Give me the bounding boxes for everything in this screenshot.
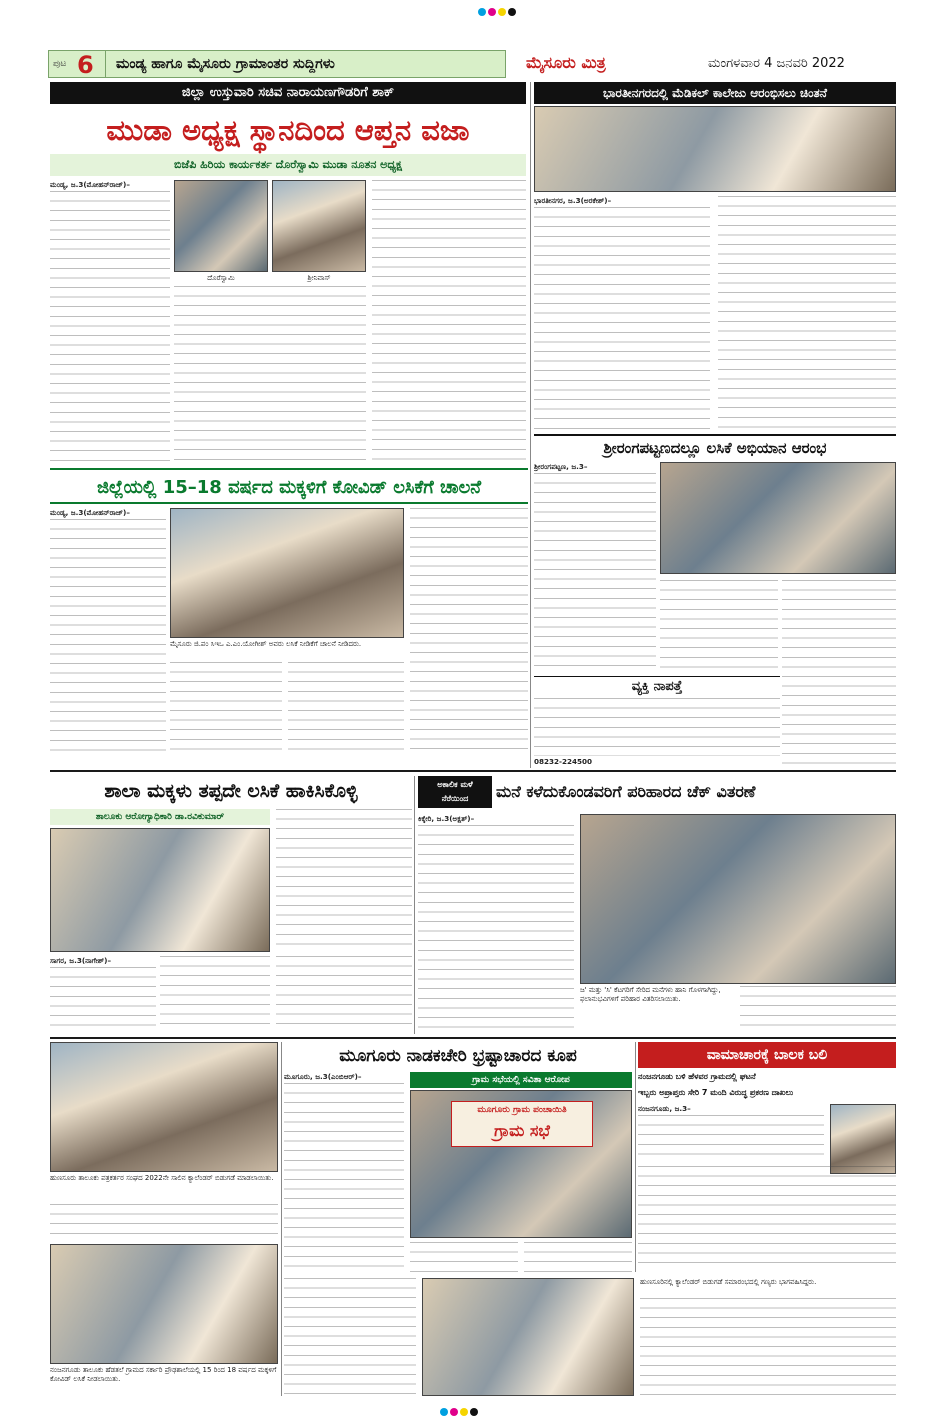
story4-column-2 <box>170 662 282 757</box>
story4-column-1 <box>50 519 166 757</box>
story5-headline: ಶಾಲಾ ಮಕ್ಕಳು ತಪ್ಪದೇ ಲಸಿಕೆ ಹಾಕಿಸಿಕೊಳ್ಳಿ <box>104 780 358 802</box>
story8-boy-photo <box>830 1104 896 1174</box>
school-vaccine-photo <box>50 1244 278 1364</box>
story3-photo <box>660 462 896 574</box>
calendar-caption-extra <box>50 1204 278 1242</box>
story6-headline: ಮನೆ ಕಳೆದುಕೊಂಡವರಿಗೆ ಪರಿಹಾರದ ಚೆಕ್ ವಿತರಣೆ <box>496 782 756 801</box>
story1-column-3 <box>372 180 526 461</box>
calendar-photo <box>50 1042 278 1172</box>
story1-photo1-caption: ದೊರೆಸ್ವಾಮಿ <box>207 274 235 282</box>
story1-photo2-caption: ಶ್ರೀನಿವಾಸ್ <box>307 274 331 282</box>
page-number-box <box>48 50 106 78</box>
story6-photo-caption: ಜ' ಮತ್ತು 'ಸಿ' ಕೆಟಗರಿಗೆ ಸೇರಿದ ಮನೆಗಳು ಹಾನಿ ಗೊಳಗಾಗಿದ್ದು, ಫಲಾನುಭವಿಗಳಿಗೆ ಪರಿಹಾರ ವಿತರಿಸಲಾಯಿತು. <box>580 986 721 1003</box>
section-title: ಮಂಡ್ಯ ಹಾಗೂ ಮೈಸೂರು ಗ್ರಾಮಾಂತರ ಸುದ್ದಿಗಳು <box>116 56 335 72</box>
story4-column-3 <box>288 662 404 757</box>
missing-body <box>534 698 780 756</box>
gram-sabha-banner-line1: ಮೂಗೂರು ಗ್ರಾಮ ಪಂಚಾಯಿತಿ <box>477 1105 567 1115</box>
story7-column-3 <box>524 1242 632 1272</box>
story2-dateline: ಭಾರತೀನಗರ, ಜ.3(ಅರಕೇಶ್)– <box>534 196 612 205</box>
story3-column-2 <box>660 580 778 673</box>
bottom-right-caption: ಹುಣಸೂರಿನಲ್ಲಿ ಕ್ಯಾಲೆಂಡರ್ ಬಿಡುಗಡೆ ಸಮಾರಂಭದಲ್ಲಿ ಗಣ್ಯರು ಭಾಗವಹಿಸಿದ್ದರು. <box>640 1278 817 1286</box>
story8-column-2 <box>638 1166 896 1266</box>
registration-mark-black <box>508 8 516 16</box>
story7-column-bottom <box>284 1278 416 1396</box>
missing-phone: 08232-224500 <box>534 757 592 766</box>
issue-date: ಮಂಗಳವಾರ 4 ಜನವರಿ 2022 <box>708 56 845 71</box>
story5-column-3 <box>276 956 412 1031</box>
column-rule-bottom-left <box>281 1042 282 1396</box>
story2-column-1 <box>534 207 710 432</box>
story6-kicker-line1: ಅಕಾಲಿಕ ಮಳೆ <box>437 780 473 789</box>
story5-photo <box>50 828 270 952</box>
story8-bullet2: ಇಬ್ಬರು ಅಪ್ರಾಪ್ತರು ಸೇರಿ 7 ಮಂದಿ ವಿರುದ್ಧ ಪ್ರಕರಣ ದಾಖಲು <box>638 1088 794 1097</box>
story2-column-2 <box>718 196 896 432</box>
story5-subhead: ತಾಲೂಕು ಆರೋಗ್ಯಾಧಿಕಾರಿ ಡಾ.ರವಿಕುಮಾರ್ <box>50 809 270 825</box>
story1-photo-srinivas <box>272 180 366 272</box>
story5-column-1 <box>50 967 156 1031</box>
paper-name: ಮೈಸೂರು ಮಿತ್ರ <box>526 53 606 72</box>
calendar-caption: ಹುಣಸೂರು ತಾಲೂಕು ಪತ್ರಕರ್ತರ ಸಂಘದ 2022ನೇ ಸಾಲಿನ ಕ್ಯಾಲೆಂಡರ್ ಬಿಡುಗಡೆ ಮಾಡಲಾಯಿತು. <box>50 1174 274 1182</box>
story4-photo <box>170 508 404 638</box>
story4-dateline: ಮಂಡ್ಯ, ಜ.3(ಮೋಹನ್‌ರಾಜ್)– <box>50 508 130 517</box>
section-divider-1 <box>50 770 896 772</box>
story6-column-2 <box>740 986 896 1033</box>
story2-photo <box>534 106 896 192</box>
story5-dateline: ಸಾಗರ, ಜ.3(ನಾಗೇಶ್)– <box>50 956 112 965</box>
registration-mark-yellow-bottom <box>460 1408 468 1416</box>
registration-mark-yellow <box>498 8 506 16</box>
section-divider-2 <box>50 1037 896 1039</box>
story7-dateline: ಮೂಗೂರು, ಜ.3(ಎಂಬಿಆರ್)– <box>284 1072 362 1081</box>
school-vaccine-caption: ನಂಜನಗೂಡು ತಾಲೂಕು ಹೆಡತಲೆ ಗ್ರಾಮದ ಸರ್ಕಾರಿ ಪ್ರೌಢಶಾಲೆಯಲ್ಲಿ 15 ರಿಂದ 18 ವರ್ಷದ ಮಕ್ಕಳಿಗೆ ಕೋವಿಡ್ ಲಸಿಕೆ ನೀಡಲಾಯಿತು. <box>50 1366 277 1383</box>
story6-kicker-line2: ನೆರೆಯಿಂದ <box>441 794 469 803</box>
story7-photo <box>410 1090 632 1238</box>
story2-headline: ಭಾರತೀನಗರದಲ್ಲಿ ಮೆಡಿಕಲ್ ಕಾಲೇಜು ಆರಂಭಿಸಲು ಚಿಂತನೆ <box>534 82 896 104</box>
story3-dateline: ಶ್ರೀರಂಗಪಟ್ಟಣ, ಜ.3– <box>534 462 588 471</box>
story6-kicker-box <box>418 776 492 808</box>
column-rule-main <box>530 82 531 768</box>
registration-mark-black-bottom <box>470 1408 478 1416</box>
story6-dateline: ಕಿಕ್ಕೇರಿ, ಜ.3(ಅಕ್ಷತ್)– <box>418 814 475 823</box>
story4-column-4 <box>410 508 528 757</box>
gram-sabha-banner-line2: ಗ್ರಾಮ ಸಭೆ <box>494 1121 550 1140</box>
story7-headline: ಮೂಗೂರು ನಾಡಕಚೇರಿ ಭ್ರಷ್ಟಾಚಾರದ ಕೂಪ <box>339 1046 577 1066</box>
story1-dateline: ಮಂಡ್ಯ, ಜ.3(ಮೋಹನ್‌ರಾಜ್)– <box>50 180 130 189</box>
story7-column-2 <box>410 1242 518 1272</box>
story4-photo-caption: ಮೈಸೂರು ಜಿ.ಪಂ ಸಿಇಒ ಎ.ಎಂ.ಯೋಗೀಶ್ ಅವರು ಲಸಿಕೆ ನೀಡಿಕೆಗೆ ಚಾಲನೆ ನೀಡಿದರು. <box>170 640 362 648</box>
registration-mark-cyan-bottom <box>440 1408 448 1416</box>
section-title-box <box>106 50 506 78</box>
page-label: ಪುಟ <box>53 59 67 69</box>
column-rule-bottom-right <box>635 1042 636 1272</box>
story3-headline: ಶ್ರೀರಂಗಪಟ್ಟಣದಲ್ಲೂ ಲಸಿಕೆ ಅಭಿಯಾನ ಆರಂಭ <box>534 434 896 458</box>
story1-kicker: ಜಿಲ್ಲಾ ಉಸ್ತುವಾರಿ ಸಚಿವ ನಾರಾಯಣಗೌಡರಿಗೆ ಶಾಕ್ <box>50 82 526 104</box>
story6-photo <box>580 814 896 984</box>
story3-column-3 <box>782 580 896 766</box>
story1-subhead: ಬಿಜೆಪಿ ಹಿರಿಯ ಕಾರ್ಯಕರ್ತ ದೊರೆಸ್ವಾಮಿ ಮುಡಾ ನೂತನ ಅಧ್ಯಕ್ಷ <box>50 154 526 176</box>
story8-headline: ವಾಮಾಚಾರಕ್ಕೆ ಬಾಲಕ ಬಲಿ <box>638 1042 896 1068</box>
story8-dateline: ನಂಜನಗೂಡು, ಜ.3– <box>638 1104 691 1113</box>
story8-bullet1: ನಂಜನಗೂಡು ಬಳಿ ಹೆಳವರ ಗ್ರಾಮದಲ್ಲಿ ಘಟನೆ <box>638 1072 756 1081</box>
bottom-right-photo <box>422 1278 634 1396</box>
registration-mark-magenta-bottom <box>450 1408 458 1416</box>
story1-column-1 <box>50 191 170 461</box>
bottom-right-text <box>640 1298 896 1396</box>
story5-column-2 <box>160 956 270 1031</box>
missing-headline: ವ್ಯಕ್ತಿ ನಾಪತ್ತೆ <box>534 676 780 696</box>
column-rule-mid <box>414 776 415 1034</box>
story4-headline: ಜಿಲ್ಲೆಯಲ್ಲಿ 15–18 ವರ್ಷದ ಮಕ್ಕಳಿಗೆ ಕೋವಿಡ್ ಲಸಿಕೆಗೆ ಚಾಲನೆ <box>50 468 528 504</box>
story5-column-right-top <box>276 809 412 952</box>
page-number: 6 <box>77 51 94 79</box>
story1-headline: ಮುಡಾ ಅಧ್ಯಕ್ಷ ಸ್ಥಾನದಿಂದ ಆಪ್ತನ ವಜಾ <box>106 113 470 147</box>
story8-column-1 <box>638 1115 824 1163</box>
story1-column-2 <box>174 286 366 461</box>
gram-sabha-banner <box>451 1101 593 1147</box>
story3-column-1 <box>534 473 656 673</box>
story7-column-1 <box>284 1083 404 1273</box>
registration-mark-cyan <box>478 8 486 16</box>
page-header <box>48 50 898 78</box>
story7-subhead: ಗ್ರಾಮ ಸಭೆಯಲ್ಲಿ ಸವಿತಾ ಆರೋಪ <box>410 1072 632 1088</box>
story6-column-1 <box>418 825 574 1033</box>
story1-photo-doreswamy <box>174 180 268 272</box>
registration-mark-magenta <box>488 8 496 16</box>
